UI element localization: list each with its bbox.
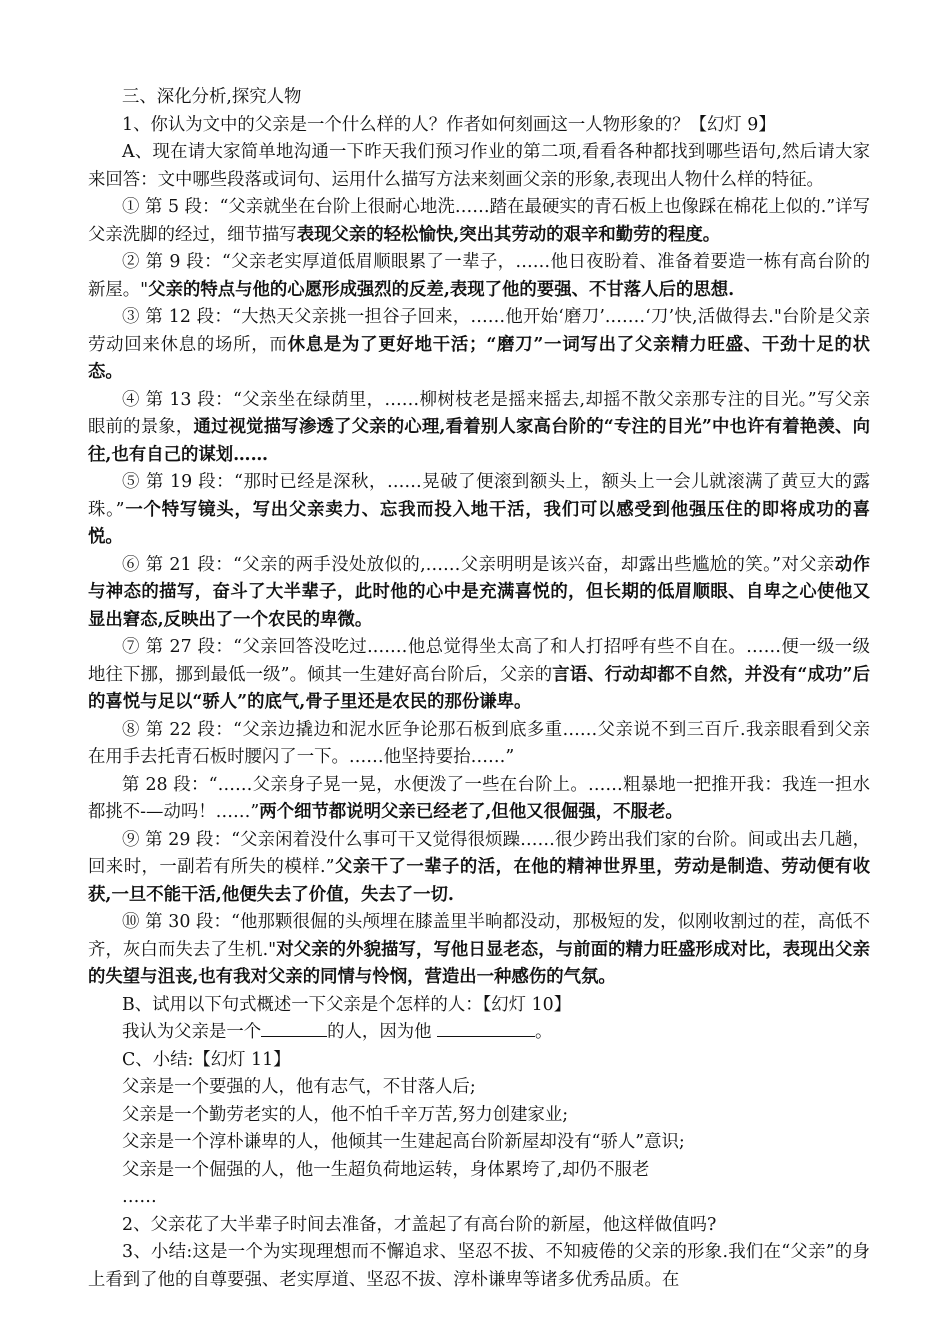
analysis-item-7: ⑦ 第 27 段：“父亲回答没吃过.……他总觉得坐太高了和人打招呼有些不自在。……便一级一级地往下挪，挪到最低一级”。倾其一生建好高台阶后，父亲的言语、行动却都不自然，并没有“成功”后的喜悦与足以“骄人”的底气,骨子里还是农民的那份谦卑。 <box>88 637 870 712</box>
analysis-item-10: ⑩ 第 30 段：“他那颗很倔的头颅埋在膝盖里半晌都没动，那极短的发，似刚收割过的茬，高低不齐，灰白而失去了生机."对父亲的外貌描写，写他日显老态，与前面的精力旺盛形成对比，表现出父亲的失望与沮丧,也有我对父亲的同情与怜悯，营造出一种感伤的气氛。 <box>88 912 870 987</box>
analysis-item-5: ⑤ 第 19 段：“那时已经是深秋，……晃破了便滚到额头上，额头上一会儿就滚满了黄豆大的露珠。”一个特写镜头，写出父亲卖力、忘我而投入地干活，我们可以感受到他强压住的即将成功的喜悦。 <box>88 472 870 547</box>
analysis-item-1: ① 第 5 段：“父亲就坐在台阶上很耐心地洗……踏在最硬实的青石板上也像踩在棉花上似的.”详写父亲洗脚的经过，细节描写表现父亲的轻松愉快,突出其劳动的艰辛和勤劳的程度。 <box>88 197 870 245</box>
summary-line-1: 父亲是一个要强的人，他有志气，不甘落人后; <box>122 1077 476 1097</box>
fill-blank-2 <box>437 1020 535 1037</box>
summary-line-3: 父亲是一个淳朴谦卑的人，他倾其一生建起高台阶新屋却没有“骄人”意识; <box>122 1132 685 1152</box>
analysis-item-2: ② 第 9 段：“父亲老实厚道低眉顺眼累了一辈子，……他日夜盼着、准备着要造一栋有高台阶的新屋。"父亲的特点与他的心愿形成强烈的反差,表现了他的要强、不甘落人后的思想. <box>88 252 870 300</box>
summary-ellipsis: …… <box>122 1187 157 1207</box>
analysis-item-8: ⑧ 第 22 段：“父亲边撬边和泥水匠争论那石板到底多重……父亲说不到三百斤.我亲眼看到父亲在用手去托青石板时腰闪了一下。……他坚持要抬……” <box>88 719 870 767</box>
part-b-title: B、试用以下句式概述一下父亲是个怎样的人：【幻灯 10】 <box>122 994 572 1015</box>
part-c-title: C、小结:【幻灯 11】 <box>122 1049 291 1070</box>
part-a-intro: A、现在请大家简单地沟通一下昨天我们预习作业的第二项,看看各种都找到哪些语句,然后请大家来回答：文中哪些段落或词句、运用什么描写方法来刻画父亲的形象,表现出人物什么样的特征。 <box>88 142 870 190</box>
summary-line-2: 父亲是一个勤劳老实的人，他不怕千辛万苦,努力创建家业; <box>122 1104 569 1125</box>
analysis-item-6: ⑥ 第 21 段：“父亲的两手没处放似的,……父亲明明是该兴奋，却露出些尴尬的笑。”对父亲动作与神态的描写，奋斗了大半辈子，此时他的心中是充满喜悦的，但长期的低眉顺眼、自卑之心使他又显出窘态,反映出了一个农民的卑微。 <box>88 554 870 630</box>
analysis-item-9: ⑨ 第 29 段：“父亲闲着没什么事可干又觉得很烦躁……很少跨出我们家的台阶。间或出去几趟，回来时，一副若有所失的模样.”父亲干了一辈子的活，在他的精神世界里，劳动是制造、劳动便有收获,一旦不能干活,他便失去了价值，失去了一切. <box>88 829 870 905</box>
analysis-item-8b: 第 28 段：“……父亲身子晃一晃，水便泼了一些在台阶上。……粗暴地一把推开我：我连一担水都挑不-—动吗！……”两个细节都说明父亲已经老了,但他又很倔强，不服老。 <box>88 774 870 822</box>
document-page <box>88 84 870 1294</box>
part-b-sentence: 我认为父亲是一个 的人，因为他 。 <box>122 1022 553 1042</box>
summary-line-4: 父亲是一个倔强的人，他一生超负荷地运转，身体累垮了,却仍不服老 <box>122 1159 650 1180</box>
section-heading: 三、深化分析,探究人物 <box>122 87 302 107</box>
question-1: 1、你认为文中的父亲是一个什么样的人？作者如何刻画这一人物形象的？【幻灯 9】 <box>122 114 776 135</box>
fill-blank-1 <box>261 1020 327 1037</box>
analysis-item-3: ③ 第 12 段：“大热天父亲挑一担谷子回来，……他开始‘磨刀’.……‘刀’快,活做得去."台阶是父亲劳动回来休息的场所，而休息是为了更好地干活；“磨刀”一词写出了父亲精力旺盛、干劲十足的状态。 <box>88 307 870 382</box>
question-3-summary: 3、小结:这是一个为实现理想而不懈追求、坚忍不拔、不知疲倦的父亲的形象.我们在“父亲”的身上看到了他的自尊要强、老实厚道、坚忍不拔、淳朴谦卑等诸多优秀品质。在 <box>88 1242 870 1290</box>
question-2: 2、父亲花了大半辈子时间去准备，才盖起了有高台阶的新屋，他这样做值吗? <box>122 1214 717 1235</box>
analysis-item-4: ④ 第 13 段：“父亲坐在绿荫里，……柳树枝老是摇来摇去,却摇不散父亲那专注的目光。”写父亲眼前的景象，通过视觉描写渗透了父亲的心理,看着别人家高台阶的“专注的目光”中也许有着艳羡、向往,也有自己的谋划…… <box>88 389 870 465</box>
